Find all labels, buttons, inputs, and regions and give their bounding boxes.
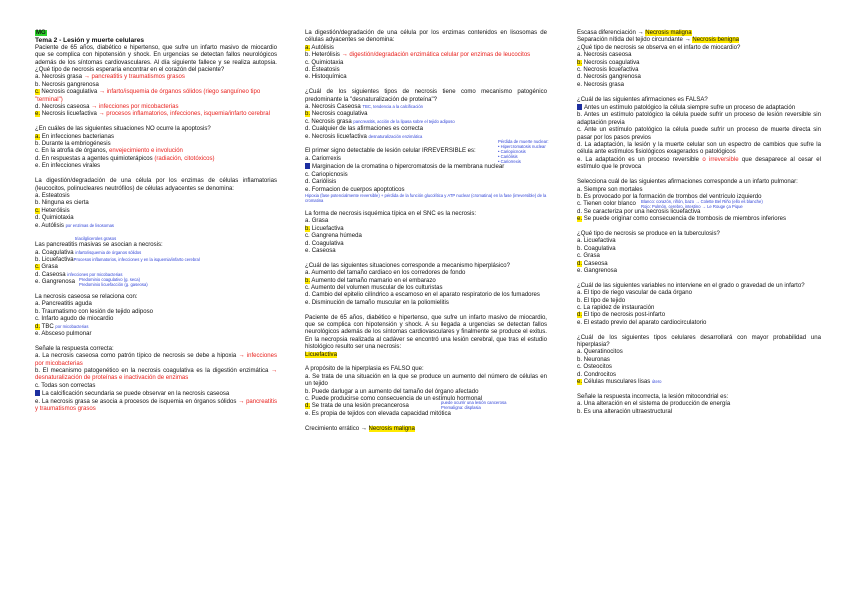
question-20 <box>577 335 821 387</box>
line-2: Separación nítida del tejido circundante → Necrosis benigna <box>577 37 740 44</box>
q17-c-note-1: Blanco: corazón, riñón, bazo → Colette Bel Riño (ello es blanche) <box>641 199 763 205</box>
line-2-answer: Necrosis benigna <box>692 37 740 44</box>
q2-option-e: e. En infecciones virales <box>35 163 101 170</box>
q6-option-d: La calcificación secundaria se puede observar en la necrosis caseosa <box>35 390 277 398</box>
q8-option-d: d. Cualquier de las afirmaciones es correcta <box>305 126 423 133</box>
q6-option-b: b. El mecanismo patogenético en la necrosis coagulativa es la digestión enzimática → desnaturalización de proteínas e inactivación de enzimas <box>35 368 277 382</box>
q9-option-a: a. Cariorrexis <box>305 155 341 162</box>
q13-option-e: e. Es propia de tejidos con elevada capacidad mitótica <box>305 410 451 417</box>
q16-option-e: e. La adaptación es un proceso reversible o irreversible que desaparece al cesar el estímulo que le provoca <box>577 156 821 171</box>
q9-foot-note: Hipoxia (fase potencialmente reversible) + pérdida de la función glucolítica y ATP nuclear (cromatina) en la fase (irreversible) de la cromatina <box>305 192 547 203</box>
q8-option-a: a. Necrosis Caseosa TBC, tendencia a la calcificación <box>305 104 424 111</box>
q18-option-d: d. Caseosa <box>577 260 608 267</box>
q8-option-c: c. Necrosis grasa pancreatitis, acción de la lipasa sobre el tejido adiposo <box>305 118 455 125</box>
q5-option-c: c. Infarto agudo de miocardio <box>35 316 114 323</box>
question-5 <box>35 294 277 338</box>
q15-option-b: b. Necrosis coagulativa <box>577 59 640 66</box>
q13-option-a: a. Se trata de una situación en la que se produce un aumento del número de células en un tejido <box>305 373 547 388</box>
doc-title: Tema 2 - Lesión y muerte celulares <box>35 37 145 45</box>
q19-text: ¿Cuál de las siguientes variables no interviene en el grado o gravedad de un infarto? <box>577 282 805 289</box>
q18-option-c: c. Grasa <box>577 253 600 260</box>
q15-option-a: a. Necrosis caseosa <box>577 52 632 59</box>
q19-option-c: c. La rapidez de instauración <box>577 304 655 311</box>
question-11 <box>305 263 547 307</box>
q20-option-b: b. Neuronas <box>577 356 610 363</box>
question-7 <box>305 30 547 82</box>
q8-option-e: e. Necrosis licuefactiva desnaturalización enzimática <box>305 133 423 140</box>
question-19 <box>577 283 821 327</box>
q14-line: Crecimiento errático → Necrosis maligna <box>305 425 415 432</box>
q7-option-e: e. Histoquímica <box>305 74 347 81</box>
q5-option-d: d. TBC por micobacterias <box>35 323 89 330</box>
q5-text: La necrosis caseosa se relaciona con: <box>35 293 138 300</box>
q17-option-d: d. Se caracteriza por una necrosis licuefactiva <box>577 208 701 215</box>
q20-option-c: c. Osteocitos <box>577 364 612 371</box>
q9-option-d: d. Cariólisis <box>305 179 337 186</box>
q7-option-c: c. Quimiotaxia <box>305 59 344 66</box>
q7-option-d: d. Esteatosis <box>305 67 340 74</box>
q11-option-c: c. Aumento del volumen muscular de los culturistas <box>305 284 443 291</box>
q1-text: Paciente de 65 años, diabético e hipertenso, que sufre un infarto masivo de miocardio que se complica con hipotensión y shock. En urgencias se detectan fallos neurológicos además de los síntomas cardiovasculares. Al día siguiente fallece y se realiza autopsia. ¿Qué tipo de necrosis esperaría encontrar en el corazón del paciente? <box>35 44 277 74</box>
q19-option-b: b. El tipo de tejido <box>577 297 626 304</box>
q17-text: Selecciona cuál de las siguientes afirmaciones corresponde a un infarto pulmonar: <box>577 179 798 186</box>
q9-side-note: Pérdida de muerte nuclear: • Hipercromatosis nuclear • Cariopicnosis • Cariólisis • Cariorrexis <box>498 139 549 164</box>
q6-option-a: a. La necrosis caseosa como patrón típico de necrosis se debe a hipoxia → infecciones por micobacterias <box>35 353 278 367</box>
q2-option-d: d. En respuestas a agentes quimioterápicos (radiación, citotóxicos) <box>35 155 215 162</box>
q10-option-c: c. Gangrena húmeda <box>305 233 362 240</box>
column-2 <box>305 30 547 433</box>
question-8 <box>305 89 547 141</box>
q3-text: La digestión/degradación de una célula por los enzimas de células inflamatorias (leucocitos, polinucleares neutrófilos) de células adyacentes se denomina: <box>35 178 277 192</box>
q4-option-a: a. Coagulativa infarto/isquemia de órganos sólidos <box>35 249 142 256</box>
q1-option-c: c. Necrosis coagulativa → infarto/isquemia de órganos sólidos (riego sanguíneo tipo "terminal") <box>35 89 261 103</box>
q1-option-b: b. Necrosis gangrenosa <box>35 81 99 88</box>
q19-option-e: e. El estado previo del aparato cardiocirculatorio <box>577 319 707 326</box>
q10-option-b: b. Licuefactiva <box>305 225 344 232</box>
q16-option-c: c. Ante un estímulo patológico la célula puede sufrir un proceso de muerte directa sin pasar por los pasos previos <box>577 127 821 141</box>
question-6 <box>35 346 277 414</box>
q18-option-b: b. Coagulativa <box>577 245 616 252</box>
q19-option-a: a. El tipo de riego vascular de cada órgano <box>577 290 692 297</box>
q15-text: ¿Qué tipo de necrosis se observa en el infarto de miocardio? <box>577 44 741 51</box>
q9-option-e: e. Formacion de cuerpos apoptoticos <box>305 186 405 193</box>
q5-option-a: a. Pancreatitis aguda <box>35 301 92 308</box>
question-15 <box>577 45 821 89</box>
q11-option-e: e. Disminución de tamaño muscular en la poliomielitis <box>305 299 449 306</box>
q17-option-a: a. Siempre son mortales <box>577 186 643 193</box>
q20-option-e: e. Células musculares lisas útero <box>577 379 662 386</box>
q15-option-e: e. Necrosis grasa <box>577 81 625 88</box>
q16-option-b: b. Antes un estímulo patológico la célula puede sufrir un proceso de lesión reversible sin adaptación previa <box>577 112 821 126</box>
q13-option-c: c. Puede producirse como consecuencia de un estímulo hormonal <box>305 396 483 402</box>
q1-option-d: d. Necrosis caseosa → infecciones por micobacterias <box>35 104 179 111</box>
q21-option-b: b. Es una alteración ultraestructural <box>577 408 673 415</box>
q16-text: ¿Cuál de las siguientes afirmaciones es FALSA? <box>577 96 708 103</box>
doc-tag: MG <box>36 30 46 36</box>
q13-option-d: d. Se trata de una lesión precancerosa puede ocurrir una lesión cancerosa Premaligna: displasia <box>305 400 507 411</box>
answer-marker <box>35 390 40 396</box>
q20-option-a: a. Queratinocitos <box>577 349 623 356</box>
q13-option-b: b. Puede darlugar a un aumento del tamaño del órgano afectado <box>305 388 479 395</box>
answer-marker <box>305 163 310 169</box>
q11-option-a: a. Aumento del tamaño cardiaco en los corredores de fondo <box>305 270 466 277</box>
q14-answer: Necrosis maligna <box>368 425 415 432</box>
q4-e-note-1: Predominio coagulativo (g. seca) <box>79 277 140 283</box>
q3-option-e: e. Autólisis por enzimas de lisosomas <box>35 222 115 229</box>
q17-option-b: b. Es provocado por la formación de trombos del ventrículo izquierdo <box>577 193 762 200</box>
q4-e-note-2: Predominio licuefacción (g. gaseosa) <box>79 281 148 287</box>
q2-option-b: b. Durante la embriogénesis <box>35 141 111 148</box>
q9-text: El primer signo detectable de lesión celular IRREVERSIBLE es: <box>305 148 476 155</box>
q4-option-c: c. Grasa <box>35 264 58 271</box>
q7-option-b: b. Heterólisis → digestión/degradación enzimática celular por enzimas de leucocitos <box>305 52 531 59</box>
column-3 <box>577 30 821 416</box>
q10-option-e: e. Caseosa <box>305 247 336 254</box>
q19-option-d: d. El tipo de necrosis post-infarto <box>577 312 666 319</box>
q21-option-a: a. Una alteración en el sistema de producción de energía <box>577 401 731 408</box>
q5-option-e: e. Absceso pulmonar <box>35 330 92 337</box>
q1-option-e: e. Necrosis licuefactiva → procesos inflamatorios, infecciones, isquemia/infarto cerebral <box>35 111 270 118</box>
q13-d-note-2: Premaligna: displasia <box>441 405 481 411</box>
answer-marker <box>577 104 582 110</box>
q7-option-a: a. Autólisis <box>305 44 334 51</box>
question-2 <box>35 126 277 170</box>
q10-option-d: d. Coagulativa <box>305 240 344 247</box>
q18-option-a: a. Licuefactiva <box>577 238 616 245</box>
q11-option-d: d. Cambio del epitelio cilíndrico a escamoso en el aparato respiratorio de los fumadores <box>305 292 540 299</box>
q9-option-b: Marginacion de la cromatina o hipercromatosis de la membrana nuclear <box>305 163 547 171</box>
q17-option-c: c. Tienen color blanco Blanco: corazón, riñón, bazo → Colette Bel Riño (ello es blanche) Rojo: Pulmón, cerebro, intestino → Le Rouge ça Pique <box>577 199 763 210</box>
question-10 <box>305 211 547 255</box>
q21-text: Señale la respuesta incorrecta, la lesión mitocondrial es: <box>577 393 729 400</box>
line-1: Escasa diferenciación → Necrosis maligna <box>577 30 692 36</box>
q15-option-d: d. Necrosis gangrenosa <box>577 74 641 81</box>
q6-option-c: c. Todas son correctas <box>35 382 96 389</box>
q8-text: ¿Cuál de los siguientes tipos de necrosis tiene como mecanismo patogénico predominante la "desnaturalización de proteína"? <box>305 89 547 103</box>
q1-option-a: a. Necrosis grasa → pancreatitis y traumatismos grasos <box>35 74 185 81</box>
q12-answer: Licuefactiva <box>305 351 337 358</box>
q20-option-d: d. Condrocitos <box>577 371 616 378</box>
question-3 <box>35 178 277 230</box>
q2-option-a: a. En infecciones bacterianas <box>35 133 115 140</box>
q4-text: Las pancreatitis masivas se asocian a necrosis: <box>35 242 163 249</box>
q18-option-e: e. Gangrenosa <box>577 267 618 274</box>
q13-text: A propósito de la hiperplasia es FALSO que: <box>305 366 424 373</box>
question-17 <box>577 179 821 223</box>
q16-option-a: Antes un estímulo patológico la célula siempre sufre un proceso de adaptación <box>577 104 821 112</box>
question-12 <box>305 315 547 359</box>
q10-option-a: a. Grasa <box>305 218 329 225</box>
question-21 <box>577 394 821 416</box>
q9-option-c: c. Cariopicnosis <box>305 171 348 178</box>
q11-text: ¿Cuál de las siguientes situaciones corresponde a mecanismo hiperplásico? <box>305 262 511 269</box>
question-14 <box>305 426 547 433</box>
q3-option-d: d. Quimiotaxia <box>35 215 74 222</box>
q12-answer-line <box>305 352 547 359</box>
q3-option-a: a. Esteatosis <box>35 192 70 199</box>
q3-option-b: b. Ninguna es cierta <box>35 200 89 207</box>
q4-note: triacilgliceroles grasos <box>75 236 117 242</box>
question-18 <box>577 231 821 275</box>
question-16 <box>577 97 821 172</box>
q17-c-note-2: Rojo: Pulmón, cerebro, intestino → Le Rouge ça Pique <box>641 204 743 210</box>
q18-text: ¿Qué tipo de necrosis se produce en la tuberculosis? <box>577 230 720 237</box>
q15-option-c: c. Necrosis licuefactiva <box>577 67 639 74</box>
line-1-answer: Necrosis maligna <box>645 30 692 36</box>
q17-option-e: e. Se puede originar como consecuencia de trombosis de miembros inferiores <box>577 216 787 223</box>
q6-text: Señale la respuesta correcta: <box>35 345 114 352</box>
q11-option-b: b. Aumento del tamaño mamario en el embarazo <box>305 277 436 284</box>
q20-text: ¿Cuál de los siguientes tipos celulares desarrollará con mayor probabilidad una hiperplasia? <box>577 334 821 348</box>
question-9 <box>305 139 549 203</box>
question-13 <box>305 366 547 418</box>
question-1 <box>35 45 277 119</box>
q8-option-b: b. Necrosis coagulativa <box>305 111 368 118</box>
q10-text: La forma de necrosis isquémica típica en el SNC es la necrosis: <box>305 210 477 217</box>
q2-option-c: c. En la atrofia de órganos, envejecimiento e involución <box>35 148 183 155</box>
q16-option-d: d. La adaptación, la lesión y la muerte celular son un espectro de cambios que sufre la célula ante estímulos fisiológicos exagerados o patológicos <box>577 142 821 156</box>
q7-text: La digestión/degradación de una célula por los enzimas contenidos en lisosomas de células adyacentes se denomina: <box>305 30 547 44</box>
q5-option-b: b. Traumatismo con lesión de tejido adiposo <box>35 308 153 315</box>
q12-text: Paciente de 65 años, diabético e hipertenso, que sufre un infarto masivo de miocardio, que se complica con hipotensión y shock. A su llegada a urgencias se detectan fallos neurológicos además de los síntomas cardiovasculares y finalmente se produce el exitus. En la necropsia realizada al cadáver se encontró una lesión cerebral, que tras el estudio histológico resulto ser una necrosis: <box>305 314 547 351</box>
q13-d-note-1: puede ocurrir una lesión cancerosa <box>441 400 507 406</box>
doc-tag-line <box>35 30 277 37</box>
q3-option-c: c. Heterólisis <box>35 207 70 214</box>
q2-text: ¿En cuáles de las siguientes situaciones NO ocurre la apoptosis? <box>35 126 211 133</box>
column-1 <box>35 30 277 413</box>
q4-option-b: b. LicuefactivaProcesos inflamatorios, infecciones y en la isquemia/infarto cerebral <box>35 256 200 263</box>
q4-option-d: d. Caseosa infecciones por micobacterias <box>35 271 123 278</box>
q4-option-e: e. Gangrenosa Predominio coagulativo (g. seca) Predominio licuefacción (g. gaseosa) <box>35 277 148 287</box>
q6-option-e: e. La necrosis grasa se asocia a procesos de isquemia en órganos sólidos → pancreatitis y traumatismos grasos <box>35 398 277 413</box>
question-4 <box>35 237 277 286</box>
